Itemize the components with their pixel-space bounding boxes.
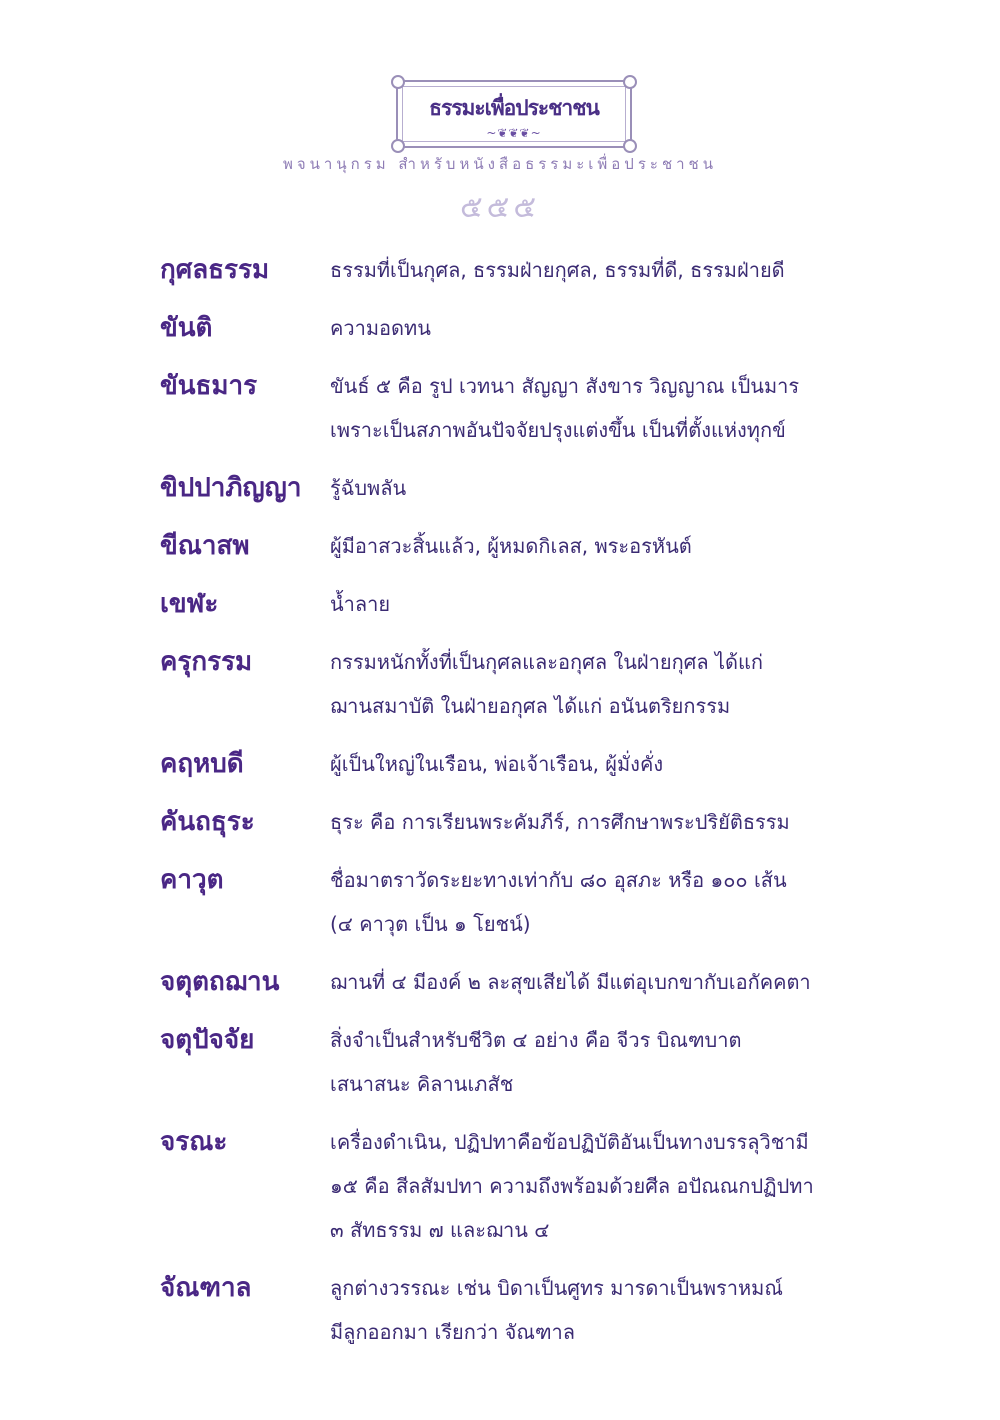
definition-line: ขันธ์ ๕ คือ รูป เวทนา สัญญา สังขาร วิญญาณ เป็นมาร: [330, 374, 800, 398]
glossary-definition: [330, 640, 880, 728]
glossary-definition: [330, 248, 880, 292]
glossary-entry: [160, 1120, 880, 1252]
glossary-definition: [330, 858, 880, 946]
definition-line: ๑๕ คือ สีลสัมปทา ความถึงพร้อมด้วยศีล อปัณณกปฏิปทา: [330, 1174, 814, 1198]
glossary-definition: [330, 582, 880, 626]
logo-ornament-icon: ~❦❦❦~: [486, 126, 542, 140]
glossary-definition: [330, 466, 880, 510]
glossary-term: จตุปัจจัย: [160, 1025, 255, 1055]
definition-line: เครื่องดำเนิน, ปฏิปทาคือข้อปฏิบัติอันเป็นทางบรรลุวิชามี: [330, 1130, 809, 1154]
glossary-entry: [160, 742, 880, 786]
page-number: ๕๕๕: [459, 190, 541, 225]
glossary-list: [160, 248, 880, 1368]
glossary-definition: [330, 524, 880, 568]
glossary-term: จตุตถฌาน: [160, 967, 280, 997]
definition-line: ชื่อมาตราวัดระยะทางเท่ากับ ๘๐ อุสภะ หรือ ๑๐๐ เส้น: [330, 868, 787, 892]
definition-line: ธรรมที่เป็นกุศล, ธรรมฝ่ายกุศล, ธรรมที่ดี, ธรรมฝ่ายดี: [330, 258, 785, 282]
glossary-definition: [330, 364, 880, 452]
glossary-term: ขีณาสพ: [160, 531, 250, 561]
page-header: [0, 72, 1000, 232]
book-logo: [396, 80, 632, 148]
glossary-term: ครุกรรม: [160, 647, 253, 677]
glossary-entry: [160, 582, 880, 626]
glossary-entry: [160, 524, 880, 568]
definition-line: ฌานสมาบัติ ในฝ่ายอกุศล ได้แก่ อนันตริยกรรม: [330, 694, 731, 718]
glossary-entry: [160, 960, 880, 1004]
definition-line: เสนาสนะ คิลานเภสัช: [330, 1072, 514, 1096]
glossary-definition: [330, 1266, 880, 1354]
glossary-definition: [330, 1018, 880, 1106]
logo-corner-ornament: [391, 139, 405, 153]
definition-line: ผู้มีอาสวะสิ้นแล้ว, ผู้หมดกิเลส, พระอรหันต์: [330, 534, 692, 558]
definition-line: มีลูกออกมา เรียกว่า จัณฑาล: [330, 1320, 576, 1344]
glossary-definition: [330, 306, 880, 350]
glossary-entry: [160, 1018, 880, 1106]
definition-line: ธุระ คือ การเรียนพระคัมภีร์, การศึกษาพระปริยัติธรรม: [330, 810, 790, 834]
definition-line: ความอดทน: [330, 316, 431, 340]
glossary-entry: [160, 858, 880, 946]
definition-line: กรรมหนักทั้งที่เป็นกุศลและอกุศล ในฝ่ายกุศล ได้แก่: [330, 650, 764, 674]
dictionary-subtitle: พจนานุกรม สำหรับหนังสือธรรมะเพื่อประชาชน: [283, 155, 717, 173]
logo-corner-ornament: [623, 139, 637, 153]
glossary-term: ขันธมาร: [160, 371, 258, 401]
glossary-term: คฤหบดี: [160, 749, 244, 779]
glossary-entry: [160, 1266, 880, 1354]
glossary-definition: [330, 960, 880, 1004]
glossary-entry: [160, 800, 880, 844]
glossary-term: คาวุต: [160, 865, 224, 895]
definition-line: ผู้เป็นใหญ่ในเรือน, พ่อเจ้าเรือน, ผู้มั่งคั่ง: [330, 752, 664, 776]
glossary-definition: [330, 800, 880, 844]
glossary-term: จรณะ: [160, 1127, 228, 1157]
definition-line: ๓ สัทธรรม ๗ และฌาน ๔: [330, 1218, 550, 1242]
glossary-definition: [330, 742, 880, 786]
definition-line: เพราะเป็นสภาพอันปัจจัยปรุงแต่งขึ้น เป็นที่ตั้งแห่งทุกข์: [330, 418, 786, 442]
definition-line: ลูกต่างวรรณะ เช่น บิดาเป็นศูทร มารดาเป็นพราหมณ์: [330, 1276, 783, 1300]
logo-text: ธรรมะเพื่อประชาชน: [429, 95, 599, 120]
glossary-term: เขฬะ: [160, 589, 219, 619]
glossary-entry: [160, 306, 880, 350]
definition-line: ฌานที่ ๔ มีองค์ ๒ ละสุขเสียได้ มีแต่อุเบกขากับเอกัคคตา: [330, 970, 811, 994]
glossary-term: กุศลธรรม: [160, 255, 270, 285]
definition-line: (๔ คาวุต เป็น ๑ โยชน์): [330, 912, 531, 936]
glossary-term: ขิปปาภิญญา: [160, 473, 302, 503]
glossary-entry: [160, 640, 880, 728]
definition-line: สิ่งจำเป็นสำหรับชีวิต ๔ อย่าง คือ จีวร บิณฑบาต: [330, 1028, 742, 1052]
glossary-definition: [330, 1120, 880, 1252]
glossary-term: คันถธุระ: [160, 807, 255, 837]
glossary-term: ขันติ: [160, 313, 213, 343]
glossary-entry: [160, 364, 880, 452]
glossary-entry: [160, 466, 880, 510]
glossary-term: จัณฑาล: [160, 1273, 252, 1303]
definition-line: รู้ฉับพลัน: [330, 476, 407, 500]
definition-line: น้ำลาย: [330, 592, 391, 616]
glossary-entry: [160, 248, 880, 292]
